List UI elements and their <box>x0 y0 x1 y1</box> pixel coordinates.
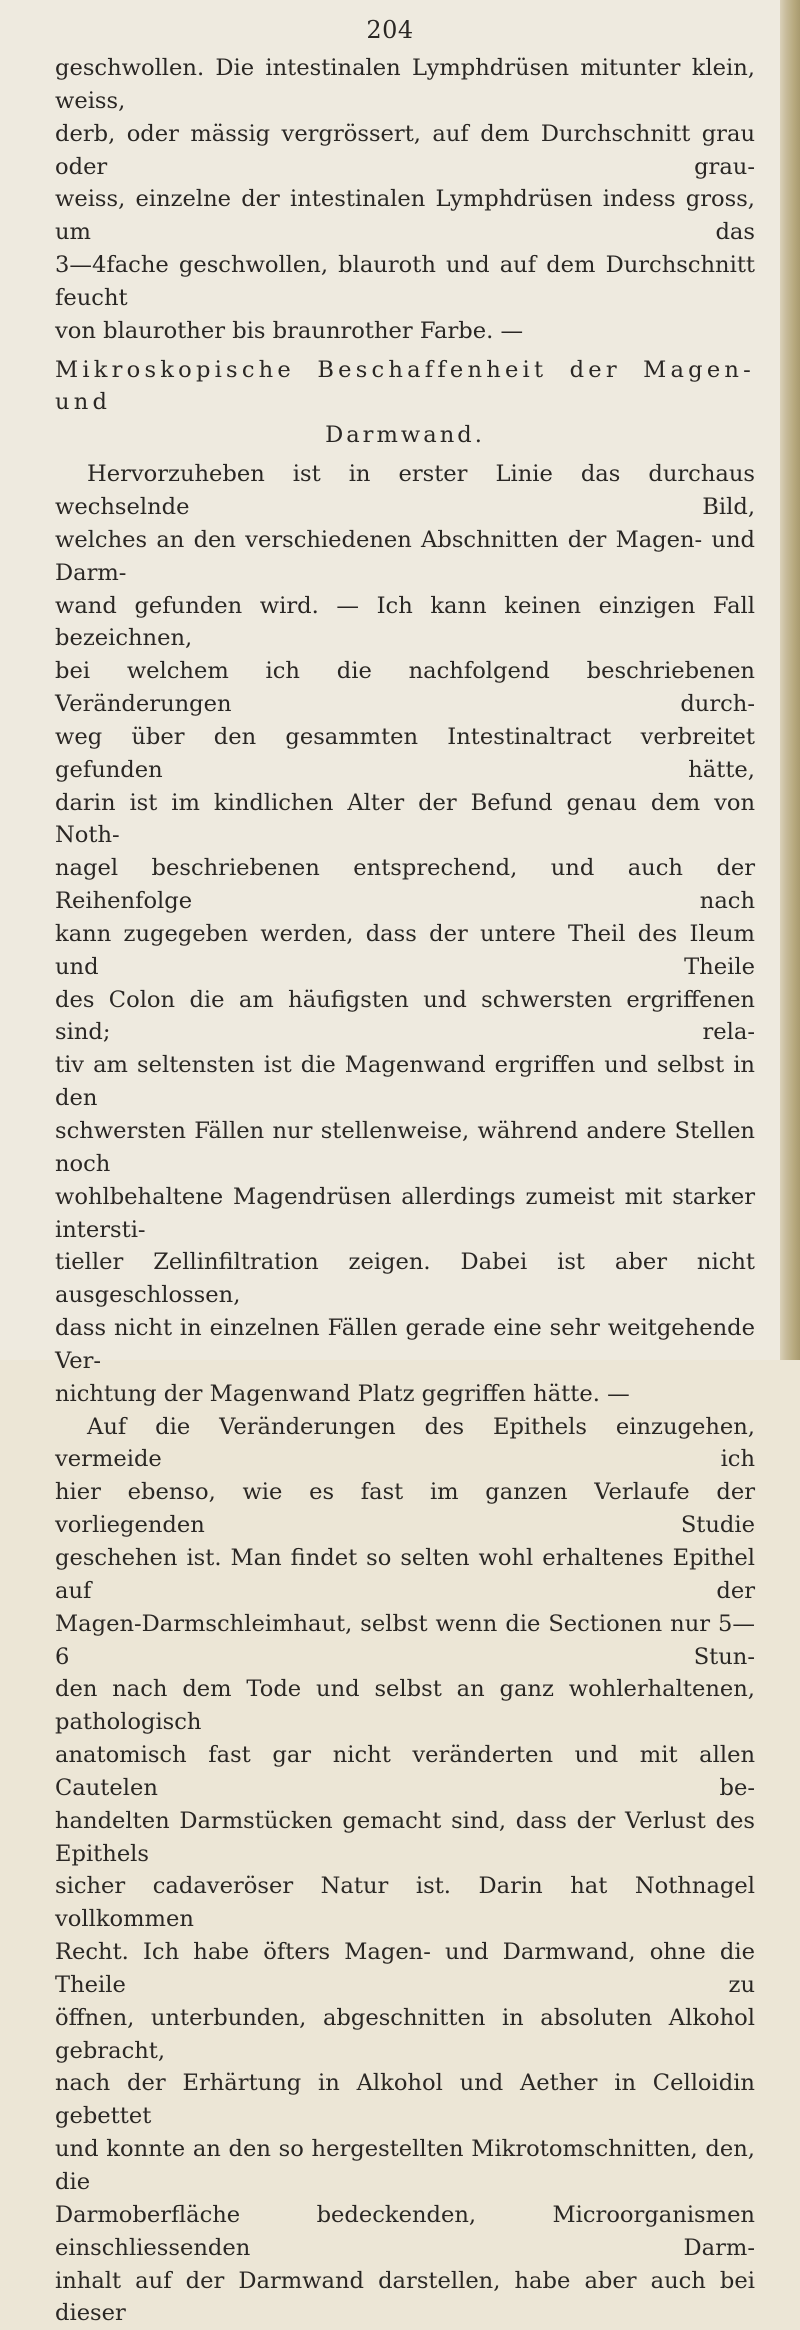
text-line: nagel beschriebenen entsprechend, und auch der Reihenfolge nach <box>55 855 755 915</box>
text-line: nichtung der Magenwand Platz gegriffen hätte. — <box>55 1380 630 1407</box>
text-line: Hervorzuheben ist in erster Linie das durchaus wechselnde Bild, <box>55 461 755 520</box>
text-line: und konnte an den so hergestellten Mikrotomschnitten, den, die <box>55 2136 755 2195</box>
page-edge <box>780 0 800 1360</box>
paragraph-1 <box>55 458 755 1410</box>
text-line: von blaurother bis braunrother Farbe. — <box>55 317 524 344</box>
text-line: schwersten Fällen nur stellenweise, während andere Stellen noch <box>55 1118 755 1177</box>
text-line: 3—4fache geschwollen, blauroth und auf dem Durchschnitt feucht <box>55 252 755 311</box>
text-line: weg über den gesammten Intestinaltract verbreitet gefunden hätte, <box>55 723 755 783</box>
page-number: 204 <box>366 16 414 44</box>
text-line: inhalt auf der Darmwand darstellen, habe aber auch bei dieser <box>55 2267 755 2327</box>
text-line: dass nicht in einzelnen Fällen gerade eine sehr weitgehende Ver- <box>55 1315 755 1374</box>
text-line: anatomisch fast gar nicht veränderten und mit allen Cautelen be- <box>55 1742 755 1801</box>
text-line: weiss, einzelne der intestinalen Lymphdrüsen indess gross, um das <box>55 186 755 246</box>
heading-line-2: Darmwand. <box>325 422 485 449</box>
text-line: welches an den verschiedenen Abschnitten der Magen- und Darm- <box>55 526 755 586</box>
text-line: bei welchem ich die nachfolgend beschriebenen Veränderungen durch- <box>55 658 755 718</box>
text-line: tiv am seltensten ist die Magenwand ergriffen und selbst in den <box>55 1052 755 1112</box>
text-line: hier ebenso, wie es fast im ganzen Verlaufe der vorliegenden Studie <box>55 1479 755 1539</box>
heading-line-1: Mikroskopische Beschaffenheit der Magen- und <box>55 356 755 416</box>
text-line: tieller Zellinfiltration zeigen. Dabei ist aber nicht ausgeschlossen, <box>55 1249 755 1309</box>
text-line: wand gefunden wird. — Ich kann keinen einzigen Fall bezeichnen, <box>55 592 755 652</box>
text-line: Auf die Veränderungen des Epithels einzugehen, vermeide ich <box>55 1413 755 1473</box>
text-line: darin ist im kindlichen Alter der Befund genau dem von Noth- <box>55 789 755 849</box>
text-line: geschwollen. Die intestinalen Lymphdrüsen mitunter klein, weiss, <box>55 55 755 114</box>
text-line: Recht. Ich habe öfters Magen- und Darmwand, ohne die Theile zu <box>55 1939 755 1998</box>
text-line: nach der Erhärtung in Alkohol und Aether in Celloidin gebettet <box>55 2070 755 2130</box>
text-line: den nach dem Tode und selbst an ganz wohlerhaltenen, pathologisch <box>55 1676 755 1736</box>
text-line: derb, oder mässig vergrössert, auf dem Durchschnitt grau oder grau- <box>55 120 755 180</box>
text-line: wohlbehaltene Magendrüsen allerdings zumeist mit starker intersti- <box>55 1183 755 1243</box>
text-line: kann zugegeben werden, dass der untere Theil des Ileum und Theile <box>55 920 755 980</box>
section-heading <box>55 354 755 453</box>
text-line: sicher cadaveröser Natur ist. Darin hat Nothnagel vollkommen <box>55 1873 755 1933</box>
text-line: Darmoberfläche bedeckenden, Microorganismen einschliessenden Darm- <box>55 2201 755 2261</box>
text-line: geschehen ist. Man findet so selten wohl erhaltenes Epithel auf der <box>55 1544 755 1604</box>
text-line: handelten Darmstücken gemacht sind, dass der Verlust des Epithels <box>55 1807 755 1867</box>
text-line: öffnen, unterbunden, abgeschnitten in absoluten Alkohol gebracht, <box>55 2004 755 2064</box>
text-line: des Colon die am häufigsten und schwersten ergriffenen sind; rela- <box>55 986 755 1046</box>
text-line: Magen-Darmschleimhaut, selbst wenn die Sectionen nur 5—6 Stun- <box>55 1610 755 1670</box>
paragraph-2 <box>55 1411 755 2330</box>
page-text <box>55 52 755 2330</box>
